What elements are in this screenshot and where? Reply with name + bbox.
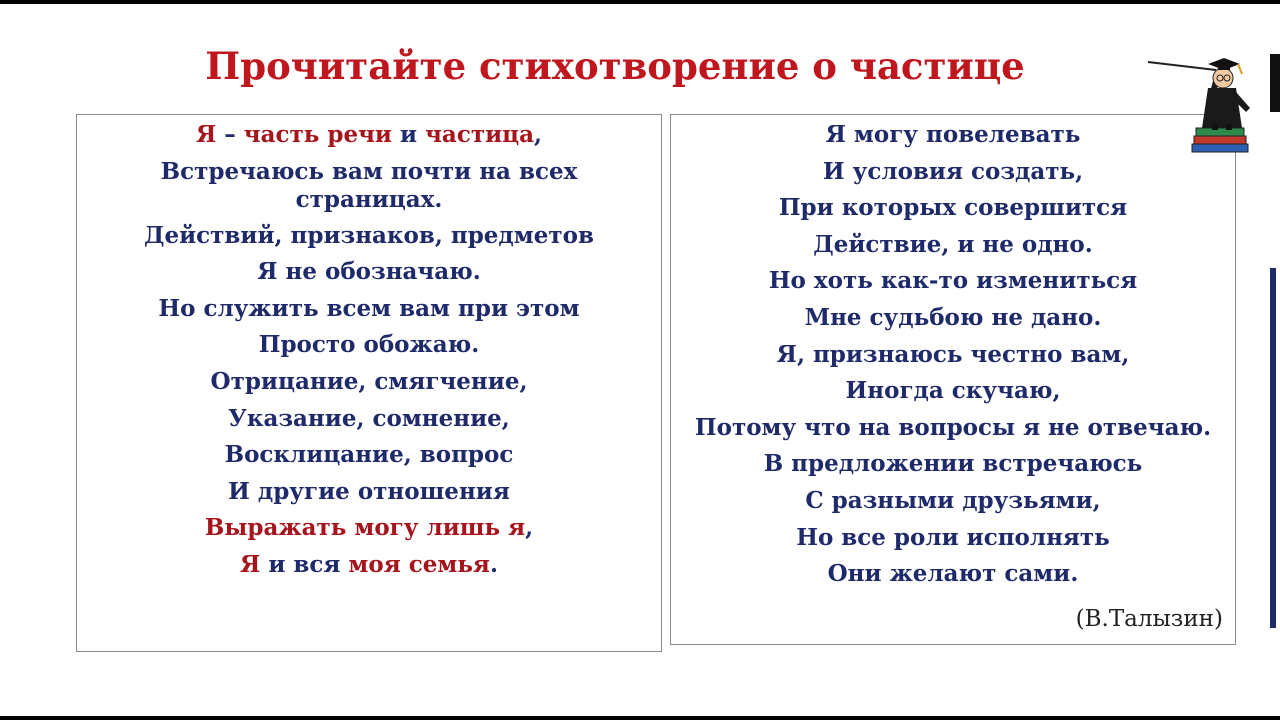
left-poem-box <box>76 114 662 652</box>
poem-author: (В.Талызин) <box>1075 606 1223 632</box>
poem-line: Потому что на вопросы я не отвечаю. <box>694 413 1212 441</box>
slide <box>0 4 1280 716</box>
edge-decoration <box>1270 264 1280 628</box>
poem-line: И условия создать, <box>822 157 1084 185</box>
poem-text: – <box>216 121 244 148</box>
poem-text: и вся <box>260 550 349 578</box>
poem-line <box>77 510 661 547</box>
poem-text: , <box>534 121 543 148</box>
poem-line: Я не обозначаю. <box>257 258 481 286</box>
poem-line: Я могу повелевать <box>825 121 1081 148</box>
poem-line <box>77 117 661 154</box>
poem-text: , <box>525 514 534 542</box>
poem-highlight: моя семья <box>348 550 490 578</box>
poem-line: При которых совершится <box>778 194 1128 222</box>
slide-title: Прочитайте стихотворение о частице <box>205 44 1025 88</box>
poem-line: Но хоть как-то измениться <box>768 267 1138 295</box>
poem-line: Указание, сомнение, <box>228 404 510 432</box>
right-poem <box>671 117 1235 593</box>
right-poem-box <box>670 114 1236 645</box>
poem-text: и <box>392 121 426 148</box>
poem-highlight: Я <box>240 550 261 578</box>
poem-line: И другие отношения <box>228 477 510 505</box>
poem-text: . <box>489 550 498 578</box>
poem-line: В предложении встречаюсь <box>763 450 1143 478</box>
poem-line: Действий, признаков, предметов <box>144 221 594 249</box>
poem-line: С разными друзьями, <box>805 486 1101 514</box>
poem-line: Встречаюсь вам почти на всех страницах. <box>160 157 578 213</box>
poem-line: Но служить всем вам при этом <box>158 294 580 322</box>
poem-line <box>77 547 661 584</box>
poem-line: Я, признаюсь честно вам, <box>776 340 1130 368</box>
poem-highlight: Выражать могу лишь я <box>204 514 526 542</box>
poem-highlight: часть речи <box>243 121 392 148</box>
poem-highlight: частица <box>425 121 535 148</box>
poem-line: Они желают сами. <box>827 560 1079 588</box>
teacher-with-pointer-icon <box>1146 40 1280 158</box>
poem-line: Но все роли исполнять <box>796 523 1110 551</box>
edge-decoration <box>1270 54 1280 112</box>
poem-line: Просто обожаю. <box>258 331 480 359</box>
poem-line: Иногда скучаю, <box>845 377 1061 405</box>
left-poem <box>77 117 661 584</box>
poem-line: Мне судьбою не дано. <box>804 303 1102 331</box>
poem-line: Отрицание, смягчение, <box>210 367 528 395</box>
poem-line: Восклицание, вопрос <box>224 441 514 469</box>
poem-line: Действие, и не одно. <box>813 230 1093 258</box>
poem-highlight: Я <box>195 121 217 148</box>
